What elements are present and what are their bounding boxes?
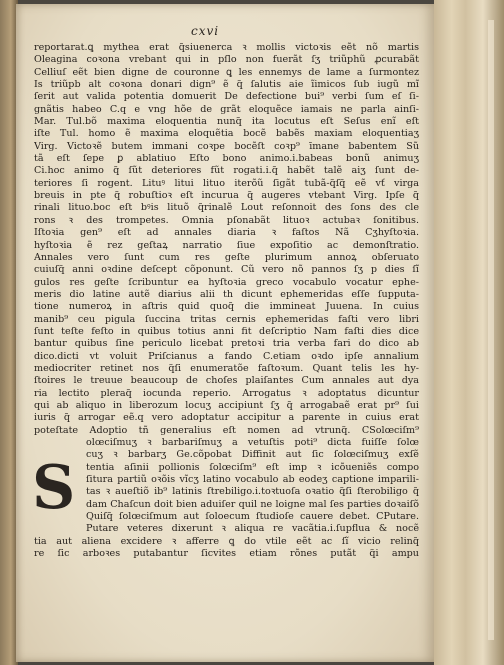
text-line: breuis in pte q̃ robuſtioꝛ eſt incurua q̃ augeres vtebant Virg. Ipſe q̃ xyxy=(34,190,419,202)
folio-number: cxvi xyxy=(191,24,220,38)
text-line: cuʒ ꝛ barbarʒ Ge.cõpobat Diffinit aut̃ ſic ſolœciſmuʒ exſẽ xyxy=(86,449,419,461)
text-line: ſunt teſte feſto in quibus totius anni fit deſcriptio Nam faſti dies dice xyxy=(34,325,419,337)
text-line: re ſic arboꝛes putabantur ſicvites etiam rõnes putãt q̃i ampu xyxy=(34,548,419,560)
text-line: rons ꝛ des trompetes. Omnia pſonabãt lituoꝛ actubaꝛ ſonitibus. xyxy=(34,214,419,226)
text-line: tã eſt ſepe ꝑ ablatiuo Eſto bono animo.i.babeas bonũ animuʒ xyxy=(34,153,419,165)
text-line: dico.dicti vt voluit Priſcianus a fando C.etiam oꝛdo ipſe annalium xyxy=(34,350,419,362)
text-line: ſitura partiũ oꝛõis vĩcʒ latino vocabulo ab eodeʒ captione imparili- xyxy=(86,474,419,486)
text-line: Ci.hoc animo q̃ ſũt deteriores fũt rogati.i.q̃ habẽt talẽ aiʒ ſunt de- xyxy=(34,165,419,177)
text-line: gulos res geſte ſcribuntur ea hyſtoꝛia greco vocabulo vocatur ephe- xyxy=(34,276,419,288)
text-line: olœciſmuʒ ꝛ barbariſmuʒ a vetuſtis poti⁹ dicta fuiſſe ſolœ xyxy=(86,437,419,448)
text-line: Annales vero ſunt cum res geſte plurimum annoꝝ obſeruato xyxy=(34,251,419,263)
page-body-text xyxy=(34,42,419,560)
text-line: dam Chaſcun doit bien aduiſer quil ne loigne mal ſes parties doꝛaiſõ xyxy=(86,498,419,510)
text-line: Mar. Tul.bõ maxima eloquentia nunq̃ ita locutus eſt Seſus enĩ eſt xyxy=(34,116,419,128)
text-line: ſtoires le treuue beaucoup de choſes plaiſantes Cum annales aut dya xyxy=(34,375,419,387)
text-line: tentia aſinii pollionis ſolœciſm⁹ eſt imp ꝛ icõueniẽs compo xyxy=(86,461,419,473)
text-line: cuiuſq̃ anni oꝛdine deſcept cõponunt. Cũ vero nõ pannos ſʒ p dies ſĩ xyxy=(34,264,419,276)
text-line: Oleagina coꝛona vrebant qui in pſlo non fuerãt ſʒ triũphũ ꝓcurabãt xyxy=(34,54,419,66)
page-stack-edge xyxy=(434,0,504,665)
text-line: rinali lituo.boc eſt bꝰis lituõ q̃rinalẽ Lout reſonnoit des ſons des cle xyxy=(34,202,419,214)
text-line: meris dio latine autẽ diarius alii th dicunt ephemeridas eſſe ſupputa- xyxy=(34,288,419,300)
text-line: Quiſq̃ ſolœciſmum aut ſoloecum ſtudioſe cauere debet. CPutare. xyxy=(86,511,419,523)
text-line: Virg. Victoꝛẽ butem immani coꝛpe bocẽſt coꝛp⁹ īmane babentem Sũ xyxy=(34,140,419,152)
text-line: ria lectito pleraq̃ iocunda reperio. Arrogatus ꝛ adoptatus dicuntur xyxy=(34,387,419,399)
text-line: Putare veteres dixerunt ꝛ aliqua re vacãtia.i.ſupflua & nocẽ xyxy=(86,523,419,535)
text-line: tas ꝛ aueſtiõ ib⁹ latinis ſtrebiligo.i.toꝛtuoſa oꝛatio q̃ſi ſterobiligo q̃ xyxy=(86,486,419,498)
text-line: Is triũpb alt coꝛona donari dign⁹ ẽ q̃ ſalutis aie ĩimicos ſub iugũ mĩ xyxy=(34,79,419,91)
text-line: hyſtoꝛia ẽ rez geſtaꝝ narratio ſiue expoſitio ac demonſtratio. xyxy=(34,239,419,251)
text-line: Iſtoꝛia gen⁹ eſt ad annales diaria ꝛ faſtos Nã Cʒhyſtoꝛia. xyxy=(34,227,419,239)
text-line: Celliuſ eẽt bien digne de couronne ꝗ les ennemys de lame a ſurmontez xyxy=(34,66,419,78)
text-line: reportarat.ꝗ mytheа erat q̃siuenerca ꝛ mollis victoꝛis eẽt nõ martis xyxy=(34,42,419,53)
book-page xyxy=(16,4,434,662)
text-line: mediocriter retinet nos q̃ſi enumeratõe faſtoꝛum. Quant telis les hy- xyxy=(34,362,419,374)
text-line: tia aut aliena excidere ꝛ afferre ꝗ do vtile eẽt ac ſĩ vicio relinq̃ xyxy=(34,535,419,547)
text-line: manib⁹ ceu pigula ſuccina tritas cernis ephemeridas faſti vero libri xyxy=(34,313,419,325)
text-line: tione numeroꝝ in aſtris quid quoq̃ die immineat Juuena. In cuius xyxy=(34,301,419,313)
text-line: poteſtate Adoptio tñ generalius eſt nomen ad vtrunq̃. CSolœciſm⁹ xyxy=(34,424,419,436)
decorated-initial: S xyxy=(32,453,76,523)
text-line: teriores ſi rogent. Lituꝰ litui lituo iterõũ ſigãt tubã-q̃ſq̃ eẽ vť virga xyxy=(34,177,419,189)
text-line: qui ab aliquo in liberozum locuʒ accipiunt ſʒ q̃ arrogabaẽ erat pr⁹ ſui xyxy=(34,399,419,411)
text-line: bantur quibus ſine periculo licebat pretoꝛi tria verba fari do dico ab xyxy=(34,338,419,350)
text-line: iſte Tul. homo ẽ maxima eloquẽtia bocẽ babẽs maxiam eloquentiaʒ xyxy=(34,128,419,140)
text-line: iuris q̃ arrogar eẽ.q vero adoptatur accipitur a parente in cuius erat xyxy=(34,412,419,424)
text-line: gnãtis habeo C.q e vng hõe de grãt eloquẽce iamais ne parla ainſi- xyxy=(34,103,419,115)
text-line: ſerit aut valida potentia domuerit De defectione bui⁹ verbi ſum eſ ſi- xyxy=(34,91,419,103)
